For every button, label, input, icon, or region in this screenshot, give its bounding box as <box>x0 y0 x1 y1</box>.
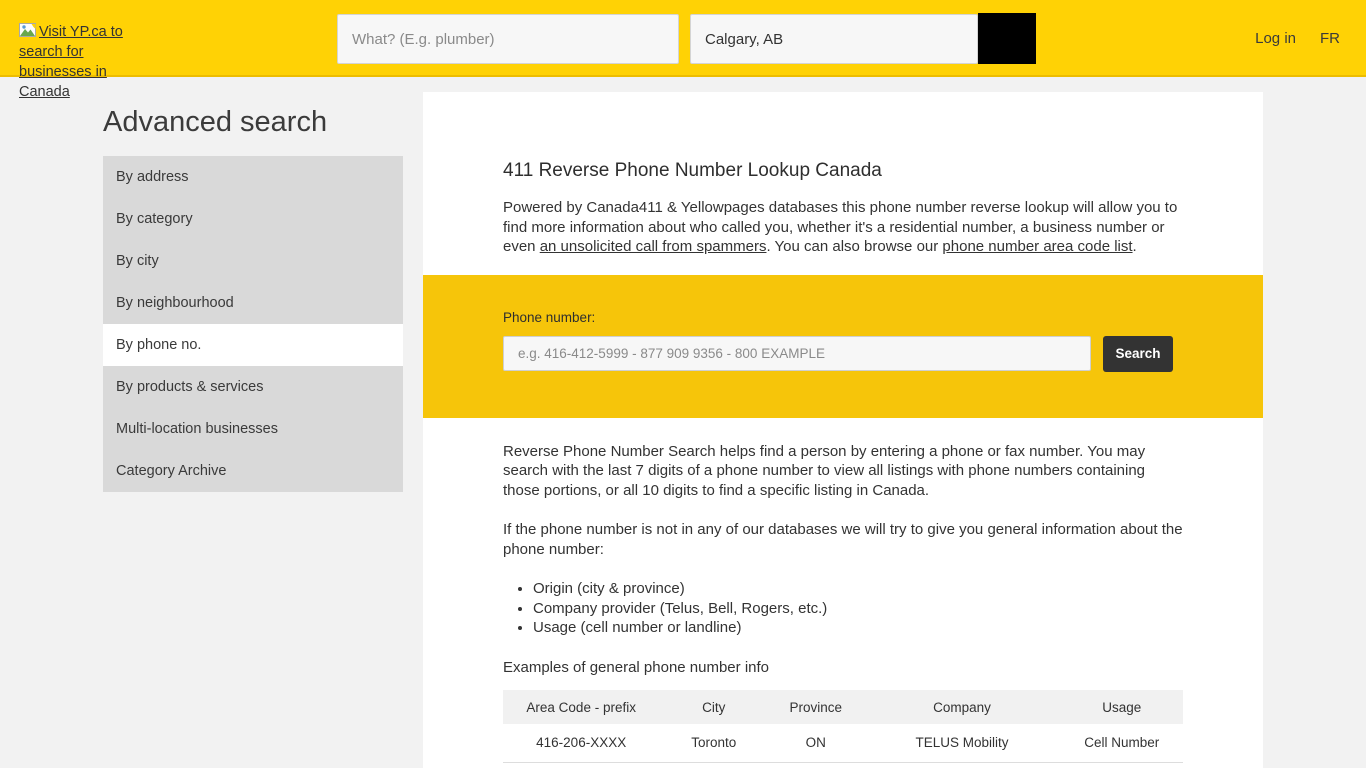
cell-area-code: 416-206-XXXX <box>503 724 659 762</box>
sidebar-item-by-city[interactable]: By city <box>103 240 403 282</box>
phone-lookup-form <box>423 275 1263 418</box>
spam-calls-link[interactable]: an unsolicited call from spammers <box>539 238 767 255</box>
reverse-search-paragraph: Reverse Phone Number Search helps find a person by entering a phone or fax number. You may search with the last 7 digits of a phone number to view all listings with phone numbers containing those portions, or all 10 digits to find a specific listing in Canada. <box>503 442 1146 499</box>
area-code-list-link[interactable]: phone number area code list <box>942 238 1133 255</box>
sidebar-item-by-products-services[interactable]: By products & services <box>103 366 403 408</box>
cell-city: Toronto <box>659 724 768 762</box>
intro-paragraph <box>503 198 1183 257</box>
sidebar-item-by-address[interactable]: By address <box>103 156 403 198</box>
cell-province: ON <box>768 724 863 762</box>
col-header-area-code: Area Code - prefix <box>503 690 659 724</box>
sidebar-item-category-archive[interactable]: Category Archive <box>103 450 403 492</box>
intro-text-2: . You can also browse our <box>766 238 943 255</box>
lookup-heading: 411 Reverse Phone Number Lookup Canada <box>503 160 882 181</box>
bullet-company-provider: • Company provider (Telus, Bell, Rogers, etc.) <box>533 599 1183 619</box>
header-search-button[interactable] <box>978 13 1036 64</box>
phone-number-label: Phone number: <box>503 309 596 325</box>
bullet-origin: • Origin (city & province) <box>533 579 1183 599</box>
broken-image-icon <box>19 23 37 38</box>
top-header-bar <box>0 0 1366 100</box>
phone-number-input[interactable] <box>503 336 1091 371</box>
sidebar-item-multi-location[interactable]: Multi-location businesses <box>103 408 403 450</box>
examples-label: Examples of general phone number info <box>503 658 770 676</box>
cell-company: TELUS Mobility <box>863 724 1060 762</box>
col-header-usage: Usage <box>1061 690 1183 724</box>
what-search-input[interactable] <box>337 14 679 64</box>
table-header-row <box>503 690 1183 724</box>
description-section <box>503 442 1183 678</box>
advanced-search-sidebar <box>103 156 403 492</box>
phone-search-button[interactable]: Search <box>1103 336 1173 372</box>
col-header-company: Company <box>863 690 1060 724</box>
header-links <box>1255 0 1340 77</box>
col-header-province: Province <box>768 690 863 724</box>
main-content-panel <box>423 92 1263 768</box>
table-row <box>503 724 1183 762</box>
page-title: Advanced search <box>103 106 328 138</box>
login-link[interactable]: Log in <box>1255 30 1296 47</box>
cell-usage: Cell Number <box>1061 724 1183 762</box>
language-toggle-fr[interactable]: FR <box>1320 30 1340 47</box>
logo-alt-text: Visit YP.ca to search for businesses in Canada <box>19 24 123 100</box>
intro-text-1: Powered by Canada411 & Yellowpages databases this phone number reverse lookup will allow you to find more information about who called you, whether it's a residential number, a business number or even <box>503 199 1178 255</box>
where-search-input[interactable] <box>690 14 978 64</box>
info-bullet-list <box>503 579 1183 638</box>
sidebar-item-by-category[interactable]: By category <box>103 198 403 240</box>
sidebar-item-by-neighbourhood[interactable]: By neighbourhood <box>103 282 403 324</box>
databases-paragraph: If the phone number is not in any of our databases we will try to give you general information about the phone number: <box>503 521 1183 558</box>
phone-info-table <box>503 690 1183 763</box>
yp-logo-link[interactable] <box>19 22 125 102</box>
bullet-usage: • Usage (cell number or landline) <box>533 618 1183 638</box>
sidebar-item-by-phone-no[interactable]: By phone no. <box>103 324 403 366</box>
intro-text-3: . <box>1132 238 1137 255</box>
col-header-city: City <box>659 690 768 724</box>
